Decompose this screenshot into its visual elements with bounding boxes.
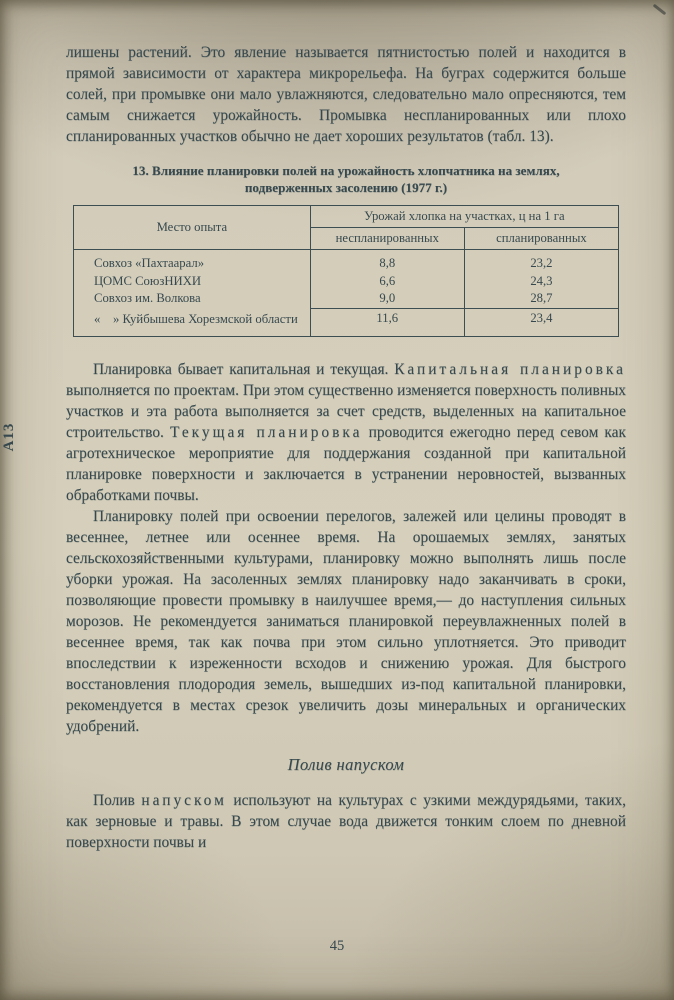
section-heading: Полив напуском	[287, 755, 405, 774]
column-group-header-yield: Урожай хлопка на участках, ц на 1 га	[310, 206, 618, 228]
unplanned-value: 6,6	[310, 273, 464, 291]
table-header	[74, 206, 619, 250]
planned-value: 28,7	[530, 291, 553, 305]
scan-artifact	[653, 4, 667, 16]
page-number: 45	[329, 938, 345, 954]
page-content	[66, 42, 626, 853]
unplanned-value: 11,6	[310, 308, 464, 337]
planned-value: 24,3	[530, 273, 553, 288]
table-caption: 13. Влияние планировки полей на урожайность хлопчатника на землях, подверженных засолению (1977 г.)	[132, 163, 560, 195]
experiment-site: ЦОМС СоюзНИХИ	[74, 273, 311, 291]
experiment-site: Совхоз «Пахтаарал»	[74, 250, 311, 273]
unplanned-value: 9,0	[310, 290, 464, 308]
paragraph-flood-irrigation: Полив напуском используют на культурах с узкими междурядьями, таких, как зерновые и травы. В этом случае вода движется тонким слоем по дневной поверхности почвы и	[66, 792, 627, 851]
paragraph-planning-timing: Планировку полей при освоении перелогов, залежей или целины проводят в весеннее, летнее или осеннее время. На орошаемых землях, занятых сельскохозяйственными культурами, планировку можно выполнять лишь после уборки урожая. На засоленных землях планировку надо заканчивать в сроки, позволяющие провести промывку в наилучшее время,— до наступления сильных морозов. Не рекомендуется заниматься планировкой переувлажненных полей в весеннее время, так как почва при этом сильно уплотняется. Это приводит впоследствии к изреженности всходов и снижению урожая. Для быстрого восстановления плодородия земель, вышедших из-под капитальной планировки, рекомендуется в местах срезок увеличить дозы минеральных и органических удобрений.	[66, 508, 626, 735]
table-row	[74, 290, 619, 308]
yield-table	[73, 205, 619, 337]
table-body	[74, 250, 619, 337]
column-header-planned: спланированных	[464, 227, 618, 250]
unplanned-value: 8,8	[310, 250, 464, 273]
experiment-site: Совхоз им. Волкова	[74, 290, 311, 308]
table-row	[74, 308, 619, 337]
planned-value: 23,2	[530, 256, 553, 270]
experiment-site: « » Куйбышева Хорезмской области	[74, 308, 311, 337]
table-row	[74, 250, 619, 273]
planned-value: 23,4	[464, 308, 618, 337]
margin-annotation: А13	[1, 422, 17, 452]
column-header-unplanned: неспланированных	[310, 227, 464, 250]
column-header-site: Место опыта	[74, 206, 311, 250]
paragraph-intro: лишены растений. Это явление называется пятнистостью полей и находится в прямой зависимости от характера микрорельефа. На буграх содержится больше солей, при промывке они мало увлажняются, следовательно мало опресняются, тем самым снижается урожайность. Промывка неспланированных или плохо спланированных участков обычно не дает хороших результатов (табл. 13).	[66, 44, 626, 145]
table-row	[74, 273, 619, 291]
paragraph-planning-types: Планировка бывает капитальная и текущая. Капитальная планировка выполняется по проектам. При этом существенно изменяется поверхность поливных участков и эта работа выполняется за счет средств, выделенных на капитальное строительство. Текущая планировка проводится ежегодно перед севом как агротехническое мероприятие для поддержания созданной при капитальной планировке поверхности и заключается в устранении неровностей, вызванных обработками почвы.	[66, 361, 626, 504]
